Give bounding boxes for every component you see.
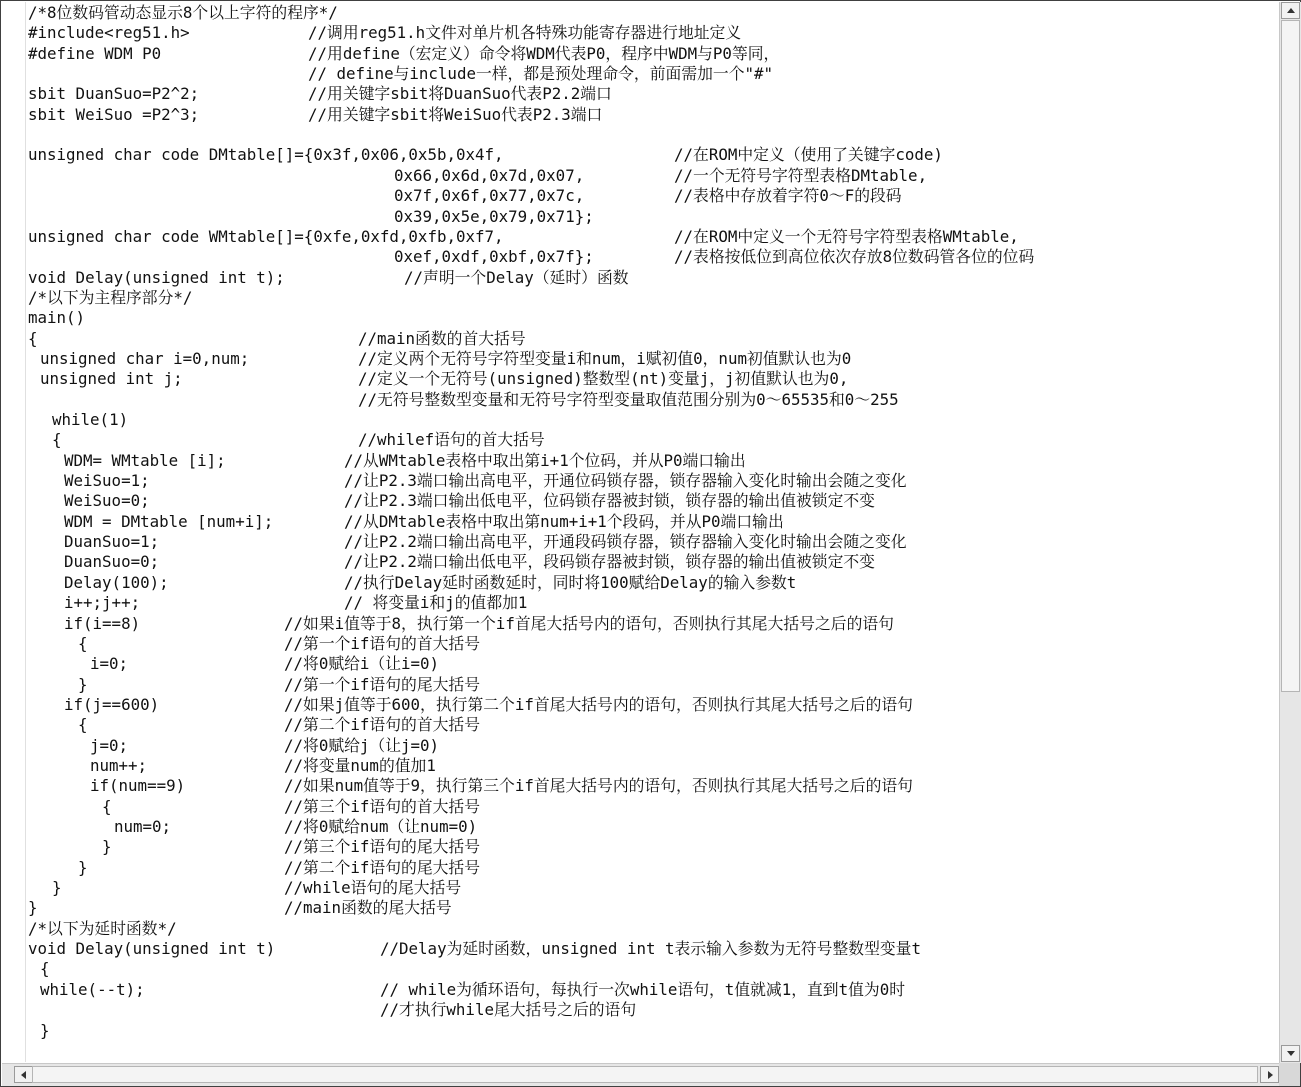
code-line [28,329,1278,349]
code-line [28,776,1278,796]
scrollbar-corner [1279,1063,1300,1086]
code-text: WDM = DMtable [num+i]; [64,511,274,531]
scroll-right-button[interactable] [1260,1066,1279,1083]
code-line [28,614,1278,634]
code-comment: //让P2.3端口输出低电平，位码锁存器被封锁，锁存器的输出值被锁定不变 [344,491,875,511]
code-comment: //用关键字sbit将WeiSuo代表P2.3端口 [308,104,603,124]
code-comment: //第二个if语句的首大括号 [284,715,481,735]
code-text: unsigned int j; [40,369,183,389]
code-line [28,939,1278,959]
code-comment: //从WMtable表格中取出第i+1个位码，并从P0端口输出 [344,450,746,470]
code-line [28,837,1278,857]
code-comment: //在ROM中定义一个无符号字符型表格WMtable, [674,226,1019,246]
code-comment: //执行Delay延时函数延时，同时将100赋给Delay的输入参数t [344,572,797,592]
code-text: 0x39,0x5e,0x79,0x71}; [394,206,594,226]
code-area[interactable] [28,3,1278,1061]
code-line [28,64,1278,84]
code-text: unsigned char code DMtable[]={0x3f,0x06,0x5b,0x4f, [28,145,504,165]
code-text: } [78,857,88,877]
code-comment: //定义一个无符号(unsigned)整数型(nt)变量j，j初值默认也为0, [358,369,849,389]
code-text: num=0; [114,817,172,836]
code-comment: //用define（宏定义）命令将WDM代表P0，程序中WDM与P0等同， [308,43,780,63]
code-line [28,451,1278,471]
code-comment: //定义两个无符号字符型变量i和num，i赋初值0，num初值默认也为0 [358,348,852,368]
scroll-left-button[interactable] [14,1066,33,1083]
code-text: 0x7f,0x6f,0x77,0x7c, [394,186,585,206]
code-comment: //调用reg51.h文件对单片机各特殊功能寄存器进行地址定义 [308,23,742,43]
code-text: main() [28,308,86,328]
scroll-up-button[interactable] [1281,2,1300,19]
code-text: WeiSuo=1; [64,471,150,491]
code-text: if(i==8) [64,613,141,633]
code-text: while(--t); [40,979,145,999]
code-text: { [78,715,88,735]
code-comment: //将变量num的值加1 [284,755,436,775]
code-comment: //在ROM中定义（使用了关键字code) [674,145,943,165]
code-text: Delay(100); [64,572,169,592]
code-comment: //让P2.2端口输出高电平，开通段码锁存器，锁存器输入变化时输出会随之变化 [344,532,907,552]
code-line [28,491,1278,511]
code-text: { [28,328,38,348]
code-text: /*以下为主程序部分*/ [28,287,193,307]
editor-gutter [2,2,26,1062]
code-text: } [102,837,112,857]
code-text: { [78,633,88,653]
code-line [28,207,1278,227]
code-text: DuanSuo=0; [64,552,160,572]
vertical-scrollbar[interactable] [1279,2,1301,1063]
code-text: if(num==9) [90,776,186,796]
code-line [28,247,1278,267]
code-line [28,919,1278,939]
code-line [28,369,1278,389]
code-text: { [52,430,62,450]
code-line [28,227,1278,247]
code-comment: //表格中存放着字符0～F的段码 [674,186,902,206]
code-line [28,858,1278,878]
code-line [28,512,1278,532]
code-line [28,145,1278,165]
code-line [28,1021,1278,1041]
code-line [28,308,1278,328]
code-comment: //第一个if语句的首大括号 [284,633,481,653]
code-text: i=0; [90,654,129,674]
code-comment: //第三个if语句的尾大括号 [284,837,481,857]
code-text: if(j==600) [64,694,160,714]
scroll-down-button[interactable] [1281,1045,1300,1062]
code-comment: //从DMtable表格中取出第num+i+1个段码，并从P0端口输出 [344,511,784,531]
code-text: while(1) [52,410,129,429]
code-comment: // while为循环语句，每执行一次while语句，t值就减1，直到t值为0时 [380,979,906,999]
code-text: } [78,674,88,694]
code-text: { [40,959,50,979]
code-text: sbit WeiSuo =P2^3; [28,104,200,124]
code-line [28,552,1278,572]
code-text: DuanSuo=1; [64,532,160,552]
code-comment: //才执行while尾大括号之后的语句 [380,1000,637,1020]
code-line [28,186,1278,206]
code-text: #define WDM P0 [28,43,162,63]
code-line [28,3,1278,23]
code-comment: // define与include一样，都是预处理命令，前面需加一个"#" [308,64,774,84]
code-text: } [52,878,62,898]
code-text: WeiSuo=0; [64,491,150,511]
code-text: unsigned char code WMtable[]={0xfe,0xfd,0xfb,0xf7, [28,226,504,246]
code-line [28,268,1278,288]
code-line [28,573,1278,593]
code-comment: //一个无符号字符型表格DMtable, [674,165,928,185]
code-text: 0xef,0xdf,0xbf,0x7f}; [394,247,594,267]
code-text: void Delay(unsigned int t) [28,939,276,959]
code-line [28,695,1278,715]
code-text: num++; [90,755,148,775]
arrow-down-icon [1287,1051,1295,1056]
code-line [28,390,1278,410]
code-line [28,471,1278,491]
code-line [28,44,1278,64]
code-line [28,84,1278,104]
code-text: j=0; [90,735,129,755]
code-line [28,349,1278,369]
code-comment: //whilef语句的首大括号 [358,430,545,450]
code-comment: //如果num值等于9，执行第三个if首尾大括号内的语句，否则执行其尾大括号之后的语句 [284,776,913,796]
code-line [28,715,1278,735]
code-comment: //让P2.3端口输出高电平，开通位码锁存器，锁存器输入变化时输出会随之变化 [344,471,907,491]
code-line [28,817,1278,837]
code-comment: //main函数的首大括号 [358,328,526,348]
code-comment: //将0赋给j（让j=0) [284,735,440,755]
code-line [28,756,1278,776]
code-comment: // 将变量i和j的值都加1 [344,593,528,613]
code-line [28,675,1278,695]
code-text: /*以下为延时函数*/ [28,918,177,938]
code-comment: //将0赋给num（让num=0) [284,817,478,836]
code-comment: //将0赋给i（让i=0) [284,654,440,674]
vertical-scroll-thumb[interactable] [1281,20,1300,692]
code-line [28,654,1278,674]
code-line [28,23,1278,43]
code-text: #include<reg51.h> [28,23,190,43]
code-line [28,593,1278,613]
code-line [28,959,1278,979]
code-line [28,166,1278,186]
code-comment: //第三个if语句的首大括号 [284,796,481,816]
code-line [28,797,1278,817]
code-comment: //第二个if语句的尾大括号 [284,857,481,877]
code-comment: //声明一个Delay（延时）函数 [404,267,629,287]
code-line [28,878,1278,898]
code-line [28,898,1278,918]
code-comment: //如果i值等于8，执行第一个if首尾大括号内的语句，否则执行其尾大括号之后的语句 [284,613,894,633]
code-text: 0x66,0x6d,0x7d,0x07, [394,165,585,185]
code-line [28,430,1278,450]
code-text: /*8位数码管动态显示8个以上字符的程序*/ [28,3,338,22]
arrow-right-icon [1268,1071,1273,1079]
code-comment: //第一个if语句的尾大括号 [284,674,481,694]
code-line [28,410,1278,430]
code-line [28,105,1278,125]
horizontal-scroll-thumb[interactable] [32,1066,1258,1083]
code-comment: //用关键字sbit将DuanSuo代表P2.2端口 [308,84,612,104]
code-comment: //让P2.2端口输出低电平，段码锁存器被封锁，锁存器的输出值被锁定不变 [344,552,875,572]
code-line [28,634,1278,654]
code-text: sbit DuanSuo=P2^2; [28,84,200,104]
code-comment: //如果j值等于600，执行第二个if首尾大括号内的语句，否则执行其尾大括号之后的语句 [284,694,913,714]
code-comment: //无符号整数型变量和无符号字符型变量取值范围分别为0～65535和0～255 [358,389,899,409]
code-line [28,288,1278,308]
code-text: } [28,898,38,918]
code-line [28,980,1278,1000]
code-text: i++;j++; [64,593,141,613]
code-line [28,532,1278,552]
code-line [28,125,1278,145]
code-text: { [102,796,112,816]
code-comment: //main函数的尾大括号 [284,898,452,918]
arrow-up-icon [1287,8,1295,13]
code-comment: //表格按低位到高位依次存放8位数码管各位的位码 [674,247,1035,267]
code-comment: //Delay为延时函数，unsigned int t表示输入参数为无符号整数型变量t [380,939,921,959]
code-text: WDM= WMtable [i]; [64,450,226,470]
code-text: void Delay(unsigned int t); [28,267,285,287]
code-comment: //while语句的尾大括号 [284,878,462,898]
horizontal-scrollbar[interactable] [2,1063,1279,1086]
code-line [28,736,1278,756]
code-text: } [40,1020,50,1040]
code-line [28,1000,1278,1020]
code-text: unsigned char i=0,num; [40,348,250,368]
arrow-left-icon [21,1071,26,1079]
